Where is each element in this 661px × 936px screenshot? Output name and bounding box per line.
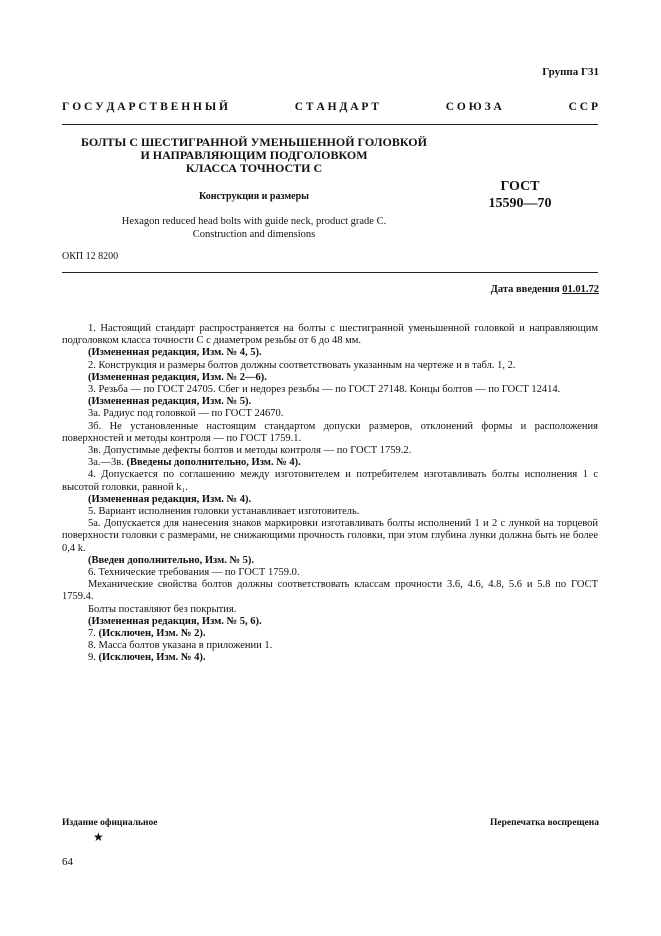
clause-paragraph: 6. Технические требования — по ГОСТ 1759.0.	[88, 567, 300, 579]
clause-paragraph	[62, 457, 598, 469]
clause-paragraph: 2. Конструкция и размеры болтов должны соответствовать указанным на чертеже и в табл. 1, 2.	[88, 359, 516, 371]
page-number: 64	[62, 856, 73, 868]
clause-paragraph: 5. Вариант исполнения головки устанавливает изготовитель.	[88, 506, 360, 518]
effective-date-value: 01.01.72	[562, 284, 599, 295]
gost-designation	[470, 178, 570, 212]
gost-label: ГОСТ	[500, 179, 540, 194]
clause-paragraph: Механические свойства болтов должны соответствовать классам прочности 3.6, 4.6, 4.8, 5.6 и 5.8 по ГОСТ 1759.4.	[62, 579, 598, 603]
clause-paragraph: 8. Масса болтов указана в приложении 1.	[88, 640, 273, 652]
amendment-note: (Измененная редакция, Изм. № 2—6).	[88, 371, 267, 383]
document-body	[62, 323, 598, 665]
effective-date-label: Дата введения	[490, 284, 560, 295]
title-line: И НАПРАВЛЯЮЩИМ ПОДГОЛОВКОМ	[140, 148, 368, 162]
clause-paragraph: 5а. Допускается для нанесения знаков маркировки изготавливать болты исполнений 1 и 2 с лункой на торцевой поверхности головки с размерами, не снижающими прочность головки, при этом глубина лунки должна быть не более 0,4 k.	[62, 518, 598, 554]
amendment-note: (Введен дополнительно, Изм. № 5).	[88, 554, 255, 566]
english-title-line: Hexagon reduced head bolts with guide neck, product grade C.	[121, 216, 387, 227]
okp-code: ОКП 12 8200	[62, 251, 119, 262]
star-icon: ★	[93, 830, 104, 844]
document-title	[62, 136, 446, 175]
clause-number: 9.	[88, 652, 99, 664]
title-line: КЛАССА ТОЧНОСТИ С	[185, 161, 323, 175]
amendment-note: (Введены дополнительно, Изм. № 4).	[126, 457, 301, 469]
header-divider	[62, 124, 598, 125]
amendment-note: (Измененная редакция, Изм. № 4, 5).	[88, 347, 262, 359]
english-title	[62, 215, 446, 241]
clause-paragraph: 3б. Не установленные настоящим стандартом допуски размеров, отклонений формы и расположения поверхностей и методы контроля — по ГОСТ 1759.1.	[62, 420, 598, 444]
clause-paragraph: Болты поставляют без покрытия.	[88, 603, 237, 615]
amendment-note: (Исключен, Изм. № 4).	[98, 652, 206, 664]
amendment-note: (Измененная редакция, Изм. № 4).	[88, 493, 252, 505]
gost-number: 15590—70	[488, 196, 552, 211]
clause-paragraph	[62, 652, 598, 664]
amendment-note: (Измененная редакция, Изм. № 5, 6).	[88, 615, 262, 627]
official-edition-note: Издание официальное	[62, 818, 158, 828]
clause-paragraph: 1. Настоящий стандарт распространяется на болты с шестигранной уменьшенной головкой и направляющим подголовком класса точности С с диаметром резьбы от 6 до 48 мм.	[62, 323, 598, 347]
document-subtitle: Конструкция и размеры	[199, 191, 309, 202]
banner-word: С О Ю З А	[445, 101, 502, 113]
english-title-line: Construction and dimensions	[192, 229, 316, 240]
section-divider	[62, 272, 598, 273]
clause-paragraph	[62, 628, 598, 640]
banner-word: Г О С У Д А Р С Т В Е Н Н Ы Й	[62, 101, 228, 113]
clause-paragraph: 3. Резьба — по ГОСТ 24705. Сбег и недорез резьбы — по ГОСТ 27148. Концы болтов — по ГОСТ 12414.	[88, 384, 561, 396]
title-line: БОЛТЫ С ШЕСТИГРАННОЙ УМЕНЬШЕННОЙ ГОЛОВКОЙ	[81, 135, 427, 149]
effective-date	[491, 284, 599, 295]
clause-number: 3а.—3в.	[88, 457, 127, 469]
clause-paragraph: 3а. Радиус под головкой — по ГОСТ 24670.	[88, 408, 284, 420]
group-code: Группа Г31	[542, 66, 599, 78]
banner-word: С Т А Н Д А Р Т	[294, 101, 379, 113]
clause-paragraph: 4. Допускается по соглашению между изготовителем и потребителем изготавливать болты исполнения 1 с высотой головки, равной k₁.	[62, 469, 598, 493]
clause-number: 7.	[88, 628, 99, 640]
amendment-note: (Измененная редакция, Изм. № 5).	[88, 396, 252, 408]
standard-banner	[62, 101, 598, 113]
clause-paragraph: 3в. Допустимые дефекты болтов и методы контроля — по ГОСТ 1759.2.	[88, 445, 412, 457]
reprint-prohibited-note: Перепечатка воспрещена	[489, 818, 599, 828]
amendment-note: (Исключен, Изм. № 2).	[98, 628, 206, 640]
banner-word: С С Р	[568, 101, 598, 113]
